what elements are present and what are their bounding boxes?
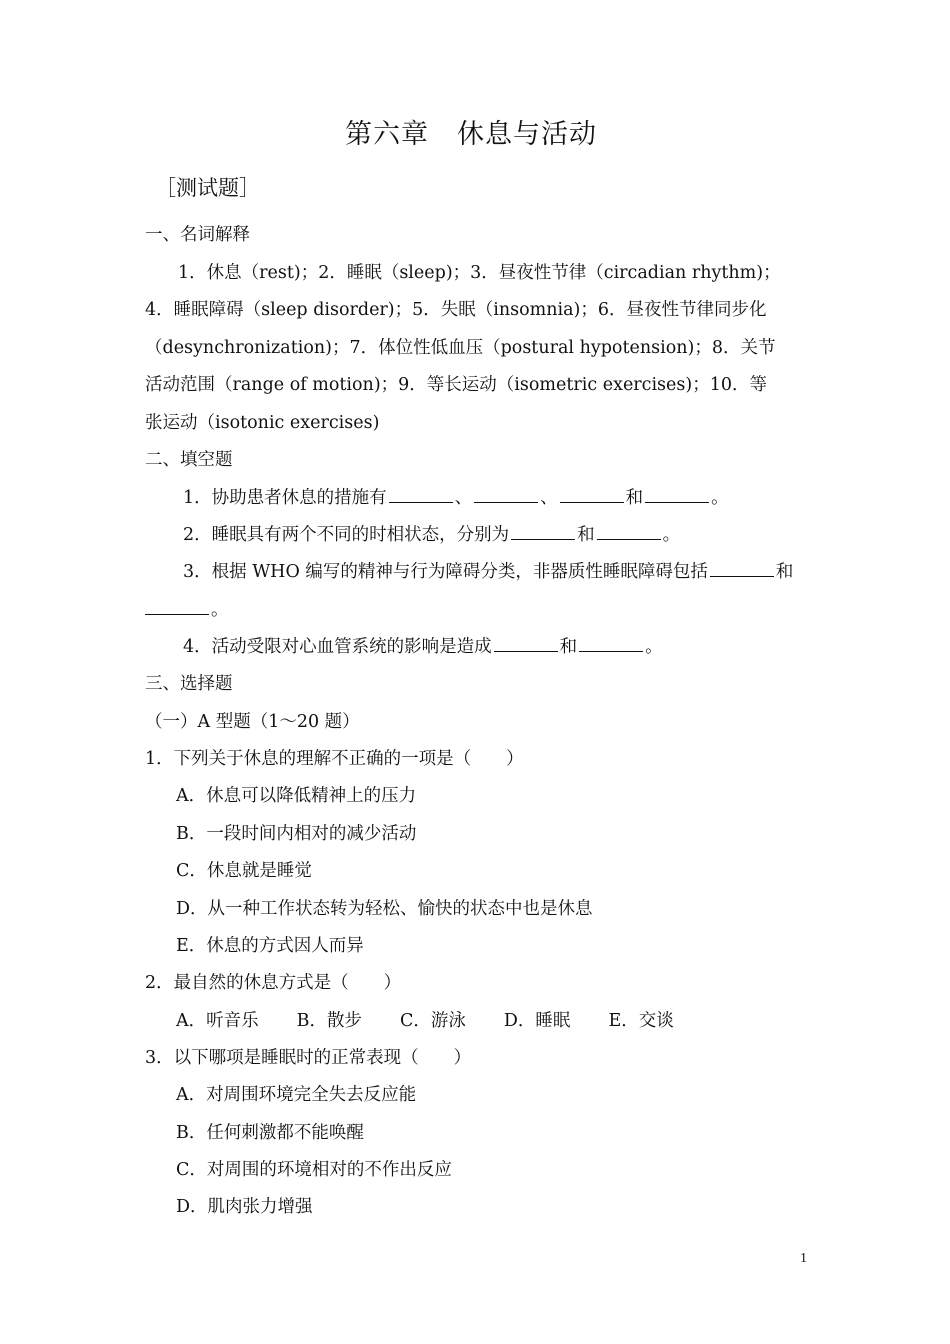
term-line-4: 活动范围（range of motion)；9．等长运动（isometric exercises)；10．等 xyxy=(145,375,767,395)
mc-question-1-stem: 1．下列关于休息的理解不正确的一项是（ ） xyxy=(145,749,524,769)
option-e[interactable]: E．交谈 xyxy=(608,1011,674,1031)
option-c[interactable]: C．休息就是睡觉 xyxy=(176,861,312,881)
answer-blank[interactable] xyxy=(597,523,661,540)
option-d[interactable]: D．睡眠 xyxy=(503,1011,571,1031)
part2-heading: 二、填空题 xyxy=(145,450,233,470)
mc-question-3-stem: 3．以下哪项是睡眠时的正常表现（ ） xyxy=(145,1048,472,1068)
option-c[interactable]: C．对周围的环境相对的不作出反应 xyxy=(176,1160,452,1180)
conjunction: 和 xyxy=(775,562,794,582)
period: 。 xyxy=(645,637,663,657)
period: 。 xyxy=(662,525,681,545)
part3-heading: 三、选择题 xyxy=(145,674,233,694)
part1-heading: 一、名词解释 xyxy=(145,225,250,245)
fill-question-1 xyxy=(183,484,729,509)
term-line-5: 张运动（isotonic exercises) xyxy=(145,413,380,433)
answer-blank[interactable] xyxy=(579,635,643,652)
conjunction: 和 xyxy=(559,637,578,657)
answer-blank[interactable] xyxy=(645,486,709,503)
option-b[interactable]: B．任何刺激都不能唤醒 xyxy=(176,1123,364,1143)
separator: 、 xyxy=(454,488,473,508)
fill-question-3 xyxy=(183,558,793,583)
section-tag: ［测试题］ xyxy=(155,176,260,200)
separator: 、 xyxy=(540,488,558,508)
answer-blank[interactable] xyxy=(145,598,209,615)
answer-blank[interactable] xyxy=(710,560,774,577)
option-e[interactable]: E．休息的方式因人而异 xyxy=(176,936,364,956)
option-a[interactable]: A．休息可以降低精神上的压力 xyxy=(176,786,417,806)
period: 。 xyxy=(711,488,729,508)
mc-question-2-stem: 2．最自然的休息方式是（ ） xyxy=(145,973,402,993)
option-d[interactable]: D．从一种工作状态转为轻松、愉快的状态中也是休息 xyxy=(176,899,593,919)
option-d[interactable]: D．肌肉张力增强 xyxy=(176,1197,313,1217)
answer-blank[interactable] xyxy=(494,635,558,652)
page-title: 第六章 休息与活动 xyxy=(345,119,597,150)
period: 。 xyxy=(211,600,229,620)
option-a[interactable]: A．对周围环境完全失去反应能 xyxy=(176,1085,417,1105)
part3-subheading: （一）A 型题（1～20 题） xyxy=(145,712,360,732)
question-text: 3．根据 WHO 编写的精神与行为障碍分类，非器质性睡眠障碍包括 xyxy=(183,562,708,582)
term-line-1: 1．休息（rest)；2．睡眠（sleep)；3．昼夜性节律（circadian rhythm)； xyxy=(178,263,781,283)
option-b[interactable]: B．散步 xyxy=(296,1011,363,1031)
question-text: 4．活动受限对心血管系统的影响是造成 xyxy=(183,637,492,657)
mc-question-2-options xyxy=(176,1007,712,1032)
question-text: 2．睡眠具有两个不同的时相状态，分别为 xyxy=(183,525,510,545)
term-line-3: （desynchronization)；7．体位性低血压（postural hypotension)；8．关节 xyxy=(145,338,776,358)
conjunction: 和 xyxy=(577,525,595,545)
fill-question-4 xyxy=(183,633,663,658)
question-text: 1．协助患者休息的措施有 xyxy=(183,488,387,508)
answer-blank[interactable] xyxy=(389,486,453,503)
fill-question-2 xyxy=(183,521,680,546)
conjunction: 和 xyxy=(625,488,644,508)
page-number: 1 xyxy=(800,1251,807,1266)
option-a[interactable]: A．听音乐 xyxy=(176,1011,259,1031)
option-c[interactable]: C．游泳 xyxy=(400,1011,466,1031)
term-line-2: 4．睡眠障碍（sleep disorder)；5．失眠（insomnia)；6．昼夜性节律同步化 xyxy=(145,300,767,320)
fill-question-3-cont xyxy=(145,596,229,621)
answer-blank[interactable] xyxy=(560,486,624,503)
option-b[interactable]: B．一段时间内相对的减少活动 xyxy=(176,824,417,844)
answer-blank[interactable] xyxy=(511,523,575,540)
answer-blank[interactable] xyxy=(474,486,538,503)
